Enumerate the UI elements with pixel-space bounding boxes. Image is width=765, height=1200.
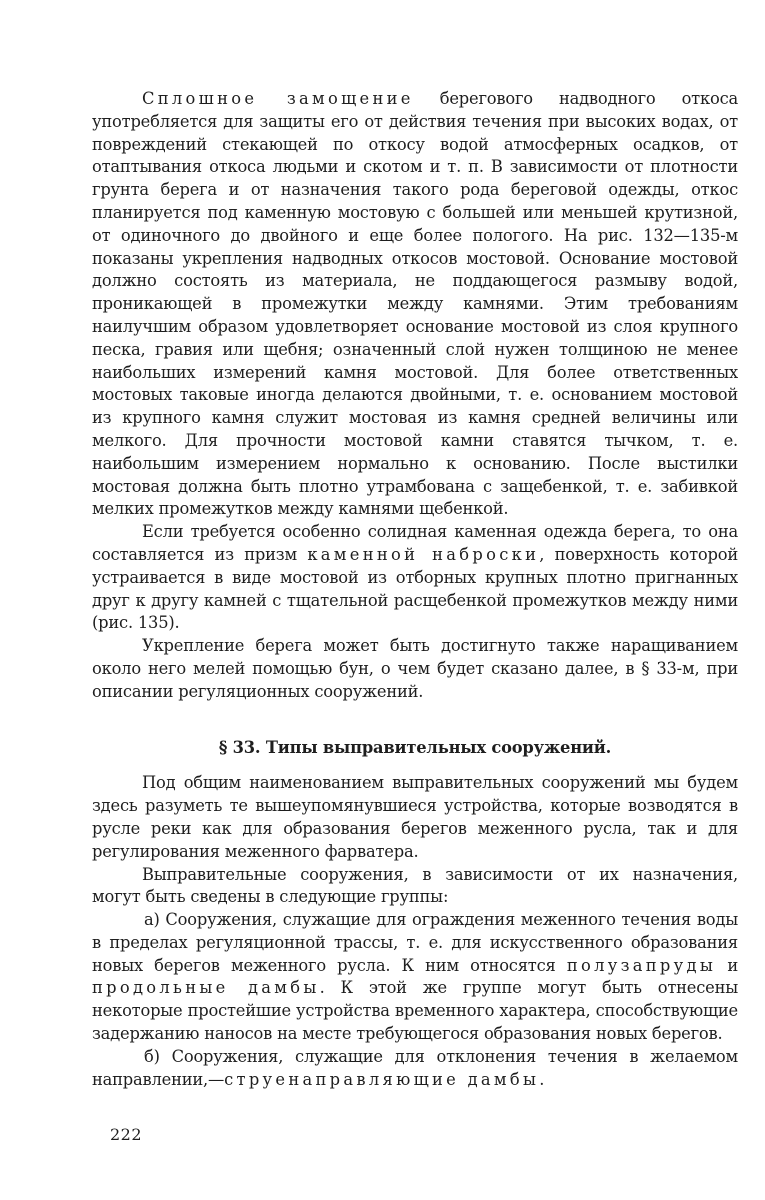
paragraph-stone-fill xyxy=(92,521,738,635)
spaced-term: полузапруды xyxy=(566,955,717,975)
spaced-term: продольные дамбы xyxy=(92,978,320,998)
paragraph-text: б) Сооружения, служащие для отклонения течения в желаемом направлении,— xyxy=(92,1046,738,1089)
paragraph-text: берегового надводного откоса употребляется для защиты его от действия течения при высоких водах, от повреждений стекающей по откосу водой атмосферных осадков, от отаптывания откоса людьми и скотом и т. п. В зависимости от плотности грунта берега и от назначения такого рода береговой одежды, откос планируется под каменную мостовую с большей или меньшей крутизной, от одиночного до двойного и еще более пологого. На рис. 132—135-м показаны укрепления надводных откосов мостовой. Основание мостовой должно состоять из материала, не поддающегося размыву водой, проникающей в промежутки между камнями. Этим требованиям наилучшим образом удовлетворяет основание мостовой из слоя крупного песка, гравия или щебня; означенный слой нужен толщиною не менее наибольших измерений камня мостовой. Для более ответственных мостовых таковые иногда делаются двойными, т. е. основанием мостовой из крупного камня служит мостовая из камня средней величины или мелкого. Для прочности мостовой камни ставятся тычком, т. е. наибольшим измерением нормально к основанию. После выстилки мостовая должна быть плотно утрамбована с защебенкой, т. е. забивкой мелких промежутков между камнями щебенкой. xyxy=(92,89,738,519)
paragraph-group-b xyxy=(92,1046,738,1092)
paragraph-text: . xyxy=(539,1069,545,1089)
paragraph-groups-intro: Выправительные сооружения, в зависимости от их назначения, могут быть сведены в следующие группы: xyxy=(92,864,738,907)
paragraph-text: Если требуется особенно солидная каменная одежда берега, то она составляется из призм xyxy=(92,522,738,564)
paragraph-text: . К этой же группе могут быть отнесены некоторые простейшие устройства временного характера, способствующие задержанию наносов на месте требующегося образования новых берегов. xyxy=(92,978,738,1044)
paragraph-group-a xyxy=(92,909,738,1046)
paragraph-text: и xyxy=(716,955,738,975)
paragraph-definition: Под общим наименованием выправительных сооружений мы будем здесь разуметь те вышеупомянувшиеся устройства, которые возводятся в русле реки как для образования берегов меженного русла, так и для регулирования меженного фарватера. xyxy=(92,773,738,861)
paragraph-groynes: Укрепление берега может быть достигнуто также наращиванием около него мелей помощью бун, о чем будет сказано далее, в § 33-м, при описании регуляционных сооружений. xyxy=(92,636,738,701)
paragraph-text: , поверхность которой устраивается в виде мостовой из отборных крупных плотно пригнанных друг к другу камней с тщательной расщебенкой промежутков между ними (рис. 135). xyxy=(92,544,738,633)
paragraph-paving xyxy=(92,88,738,521)
page-number: 222 xyxy=(110,1125,143,1144)
spaced-term: каменной наброски xyxy=(307,544,540,564)
section-heading: § 33. Типы выправительных сооружений. xyxy=(218,737,612,757)
spaced-term: струенаправляющие дамбы xyxy=(224,1069,540,1089)
spaced-term: Сплошное замощение xyxy=(142,89,414,108)
paragraph-text: а) Сооружения, служащие для ограждения меженного течения воды в пределах регуляционной трассы, т. е. для искусственного образования новых берегов меженного русла. К ним относятся xyxy=(92,910,738,975)
page-text xyxy=(92,88,738,1091)
